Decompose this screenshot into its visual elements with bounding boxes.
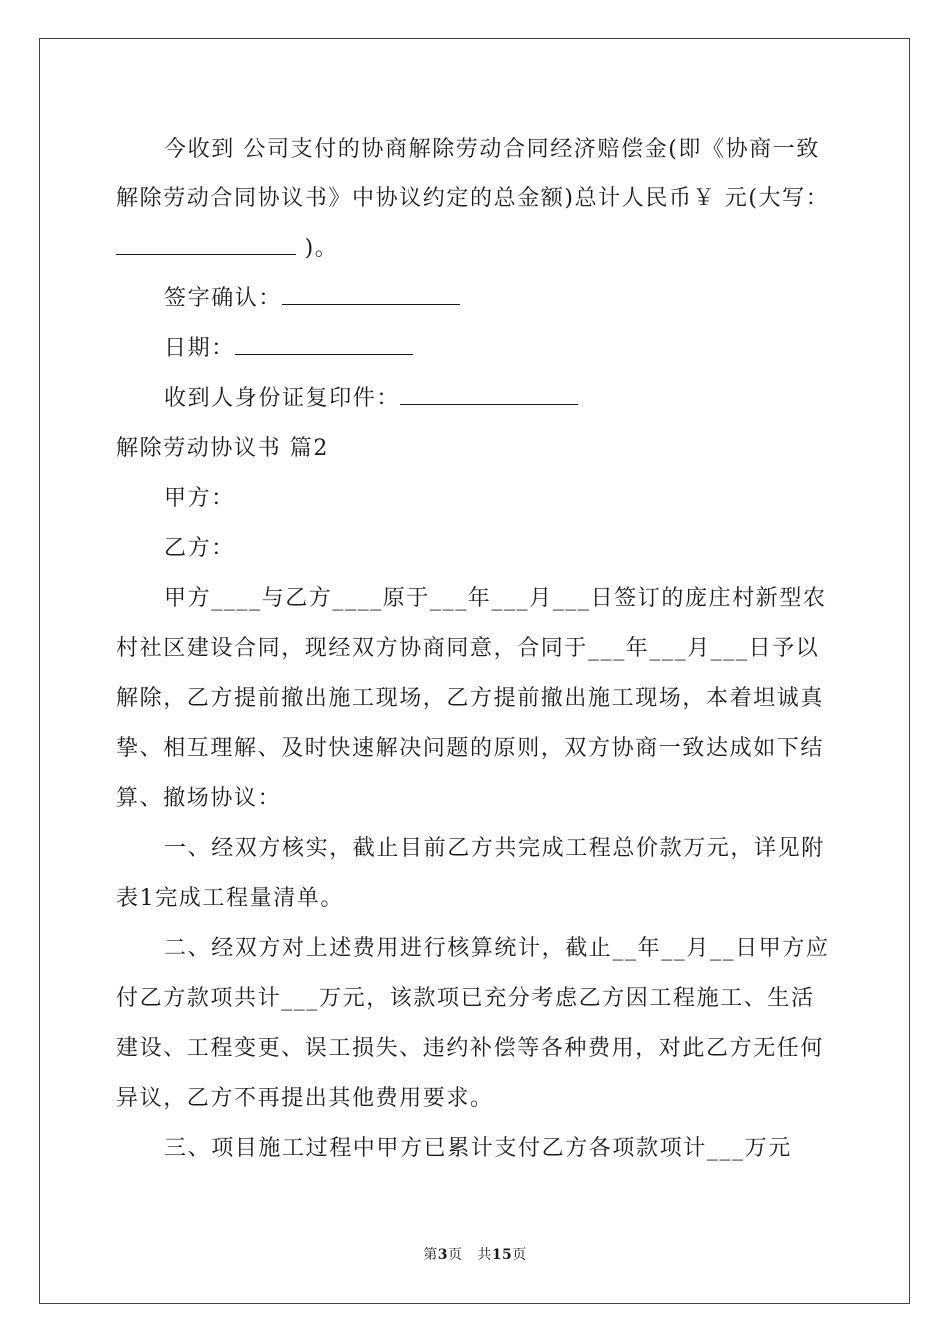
party-a-label: 甲方： [164, 486, 235, 511]
paragraph-line: 村社区建设合同，现经双方协商同意，合同于___年___月___日予以 [116, 636, 820, 661]
paragraph-text: )。 [296, 236, 339, 261]
total-prefix: 共 [477, 1247, 492, 1263]
section-heading: 解除劳动协议书 篇2 [116, 436, 329, 461]
date-line [164, 334, 413, 364]
clause-three: 三、项目施工过程中甲方已累计支付乙方各项款项计___万元 [164, 1136, 792, 1161]
signature-label: 签字确认： [164, 286, 283, 311]
paragraph-line: 解除，乙方提前撤出施工现场，乙方提前撤出施工现场，本着坦诚真 [116, 686, 825, 711]
total-suffix: 页 [512, 1247, 527, 1263]
date-blank [235, 334, 413, 355]
date-label: 日期： [164, 336, 235, 361]
party-b-label: 乙方： [164, 536, 235, 561]
total-pages: 15 [491, 1247, 513, 1263]
paragraph-line: 今收到 公司支付的协商解除劳动合同经济赔偿金(即《协商一致 [164, 137, 820, 162]
clause-one: 一、经双方核实，截止目前乙方共完成工程总价款万元，详见附 [164, 836, 825, 861]
paragraph-line: 算、撤场协议： [116, 786, 282, 811]
page-suffix: 页 [447, 1247, 463, 1263]
page-prefix: 第 [423, 1247, 438, 1263]
paragraph-line: 甲方____与乙方____原于___年___月___日签订的庞庄村新型农 [164, 586, 827, 611]
fill-in-blank [116, 234, 296, 255]
id-copy-label: 收到人身份证复印件： [164, 386, 401, 411]
id-copy-blank [400, 384, 578, 405]
paragraph-line: 付乙方款项共计___万元，该款项已充分考虑乙方因工程施工、生活 [116, 986, 815, 1011]
id-copy-line [164, 384, 578, 414]
page-footer [0, 1244, 950, 1264]
paragraph-line: 异议，乙方不再提出其他费用要求。 [116, 1086, 494, 1111]
clause-two: 二、经双方对上述费用进行核算统计，截止__年__月__日甲方应 [164, 936, 830, 961]
signature-blank [282, 284, 460, 305]
page-number: 3 [437, 1247, 448, 1263]
page-border [39, 38, 910, 1304]
paragraph-line: 解除劳动合同协议书》中协议约定的总金额)总计人民币￥ 元(大写： [116, 186, 830, 211]
paragraph-line: 挚、相互理解、及时快速解决问题的原则，双方协商一致达成如下结 [116, 736, 825, 761]
paragraph-line [116, 234, 338, 264]
signature-line [164, 284, 460, 314]
paragraph-line: 表1完成工程量清单。 [116, 886, 344, 911]
paragraph-line: 建设、工程变更、误工损失、违约补偿等各种费用，对此乙方无任何 [116, 1036, 825, 1061]
